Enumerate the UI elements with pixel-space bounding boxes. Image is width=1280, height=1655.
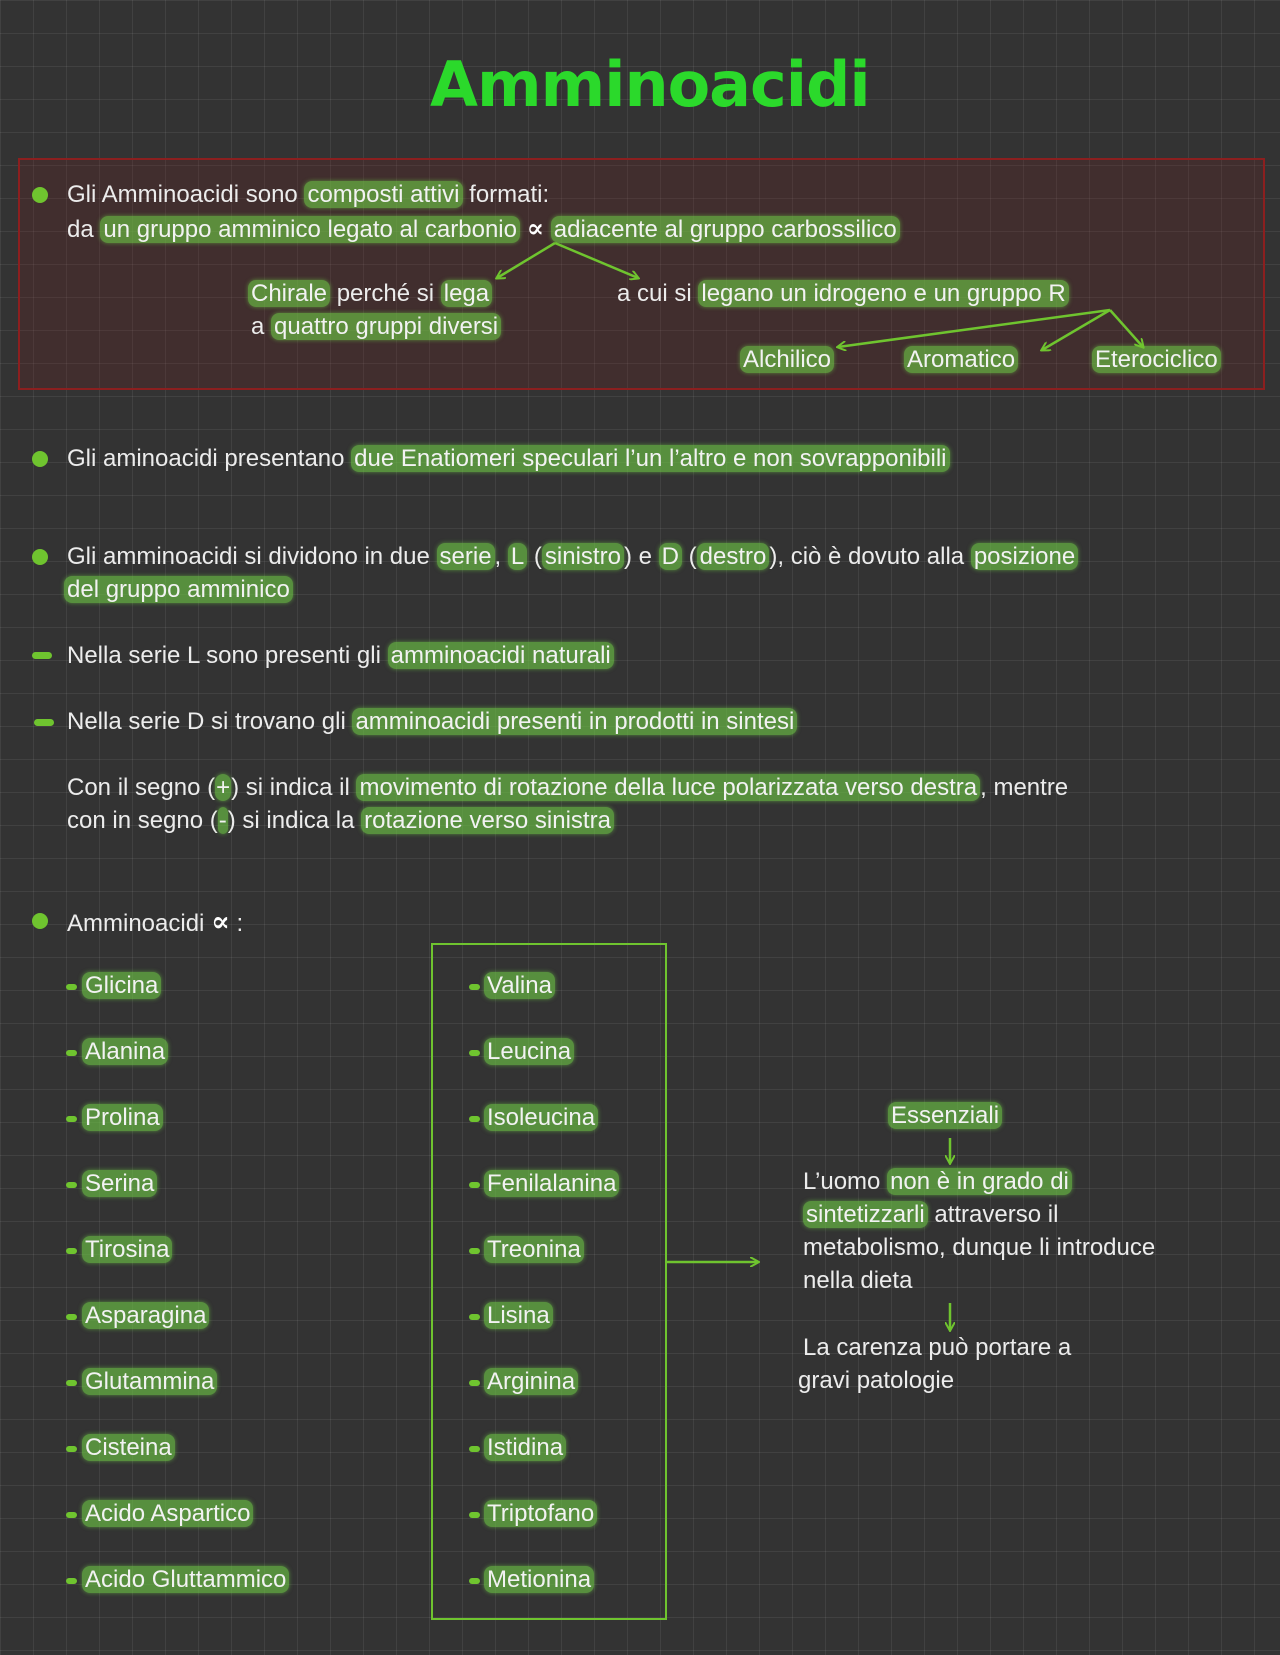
serie-d-line [67,708,797,736]
body-text: Gli aminoacidi presentano [67,445,352,472]
chirale-line-2 [251,313,501,341]
highlight: legano un idrogeno e un gruppo R [698,280,1068,307]
highlight: un gruppo amminico legato al carbonio [100,216,520,243]
body-text: Gli amminoacidi si dividono in due [67,543,437,570]
def-line-1 [67,181,549,209]
dash-icon [469,1314,480,1320]
body-text: ( [681,543,697,570]
highlight: Glutammina [82,1368,217,1395]
bullet-icon [32,451,48,467]
highlight: Alchilico [740,346,834,373]
highlight: serie [437,543,495,570]
highlight: sintetizzarli [803,1201,928,1228]
non-essential-item [82,1434,175,1462]
essential-title [888,1102,1002,1130]
dash-icon [34,719,54,726]
highlight: Cisteina [82,1434,175,1461]
group-eterociclico [1092,346,1221,374]
highlight: movimento di rotazione della luce polarizzata verso destra [356,774,980,801]
body-text: attraverso il [927,1201,1059,1228]
dash-icon [32,652,52,659]
non-essential-item [82,1038,168,1066]
highlight: del gruppo amminico [64,576,293,603]
body-text: ), ciò è dovuto alla [769,543,971,570]
highlight: + [216,774,231,801]
dash-icon [469,1446,480,1452]
highlight: lega [441,280,492,307]
body-text: : [229,910,244,937]
dash-icon [66,1248,77,1254]
essential-note-line-1 [803,1168,1072,1196]
highlight: Tirosina [82,1236,172,1263]
highlight: Alanina [82,1038,168,1065]
highlight: Lisina [484,1302,553,1329]
highlight: - [218,807,227,834]
essential-item [484,1434,566,1462]
essential-item [484,1236,584,1264]
rotation-line-2 [67,807,614,835]
highlight: Acido Gluttammico [82,1566,289,1593]
non-essential-item [82,972,161,1000]
highlight: Essenziali [888,1102,1002,1129]
body-text: , [494,543,508,570]
highlight: rotazione verso sinistra [361,807,614,834]
body-text: L’uomo [803,1168,888,1195]
highlight: non è in grado di [887,1168,1072,1195]
dash-icon [66,1314,77,1320]
body-text: Con il segno ( [67,774,216,801]
dash-icon [66,1050,77,1056]
essential-item [484,1302,553,1330]
highlight: Istidina [484,1434,566,1461]
group-alchilico [740,346,834,374]
def-text: perché si [330,280,441,307]
highlight: Prolina [82,1104,163,1131]
bullet-icon [32,913,48,929]
highlight: Arginina [484,1368,578,1395]
def-text: a cui si [617,280,699,307]
highlight: Eterociclico [1092,346,1221,373]
dash-icon [469,1248,480,1254]
alpha-symbol: ∝ [211,905,230,938]
body-text: con in segno ( [67,807,218,834]
series-line-1 [67,543,1078,571]
dash-icon [66,1446,77,1452]
dash-icon [469,1050,480,1056]
body-text: ( [527,543,542,570]
def-text: formati: [462,181,550,208]
serie-l-line [67,642,614,670]
dash-icon [66,1512,77,1518]
non-essential-item [82,1170,157,1198]
essential-note-line-4: nella dieta [803,1267,913,1294]
non-essential-item [82,1104,163,1132]
body-text: ) si indica la [227,807,362,834]
essential-item [484,1104,598,1132]
dash-icon [66,1116,77,1122]
highlight: Fenilalanina [484,1170,619,1197]
dash-icon [66,984,77,990]
essential-note-line-3: metabolismo, dunque li introduce [803,1234,1156,1261]
dash-icon [66,1578,77,1584]
highlight: Glicina [82,972,161,999]
body-text: Nella serie D si trovano gli [67,708,353,735]
page-title: Amminoacidi [430,48,870,121]
alpha-title [67,905,243,938]
dash-icon [469,1578,480,1584]
highlight: Treonina [484,1236,584,1263]
body-text: , mentre [980,774,1069,801]
highlight: L [508,543,527,570]
dash-icon [469,1116,480,1122]
essential-item [484,1170,619,1198]
highlight: Serina [82,1170,157,1197]
essential-item [484,972,555,1000]
body-text: ) si indica il [231,774,357,801]
body-text: Amminoacidi [67,910,212,937]
essential-note-line-2 [803,1201,1058,1229]
essential-item [484,1500,597,1528]
essential-item [484,1038,574,1066]
essential-item [484,1368,578,1396]
dash-icon [469,1380,480,1386]
chirale-line-1 [248,280,492,308]
highlight: amminoacidi naturali [388,642,614,669]
bullet-icon [32,187,48,203]
body-text: Nella serie L sono presenti gli [67,642,388,669]
highlight: Triptofano [484,1500,597,1527]
highlight: Valina [484,972,555,999]
highlight: Leucina [484,1038,574,1065]
highlight: destro [697,543,770,570]
group-aromatico [904,346,1018,374]
highlight: posizione [971,543,1078,570]
highlight: Isoleucina [484,1104,598,1131]
non-essential-item [82,1368,217,1396]
dash-icon [469,1512,480,1518]
highlight: composti attivi [304,181,462,208]
alpha-symbol: ∝ [526,214,545,244]
highlight: Chirale [248,280,330,307]
essential-item [484,1566,594,1594]
bullet-icon [32,549,48,565]
def-text: da [67,216,101,243]
highlight: D [659,543,682,570]
def-text: a [251,313,272,340]
non-essential-item [82,1566,289,1594]
highlight: amminoacidi presenti in prodotti in sintesi [352,708,797,735]
non-essential-item [82,1302,209,1330]
highlight: sinistro [542,543,624,570]
rotation-line-1 [67,774,1068,802]
highlight: Aromatico [904,346,1018,373]
def-text: Gli Amminoacidi sono [67,181,305,208]
body-text: ) e [623,543,659,570]
highlight: due Enatiomeri speculari l’un l’altro e non sovrapponibili [351,445,949,472]
dash-icon [469,984,480,990]
series-line-2 [64,576,293,604]
highlight: Asparagina [82,1302,209,1329]
deficiency-line-1: La carenza può portare a [803,1334,1072,1361]
dash-icon [66,1380,77,1386]
highlight: quattro gruppi diversi [271,313,501,340]
dash-icon [66,1182,77,1188]
non-essential-item [82,1500,253,1528]
dash-icon [469,1182,480,1188]
highlight: Metionina [484,1566,594,1593]
r-group-line [617,280,1069,308]
highlight: Acido Aspartico [82,1500,253,1527]
non-essential-item [82,1236,172,1264]
highlight: adiacente al gruppo carbossilico [551,216,900,243]
enantiomers-line [67,445,950,473]
def-line-2 [67,214,900,244]
deficiency-line-2: gravi patologie [798,1367,955,1394]
